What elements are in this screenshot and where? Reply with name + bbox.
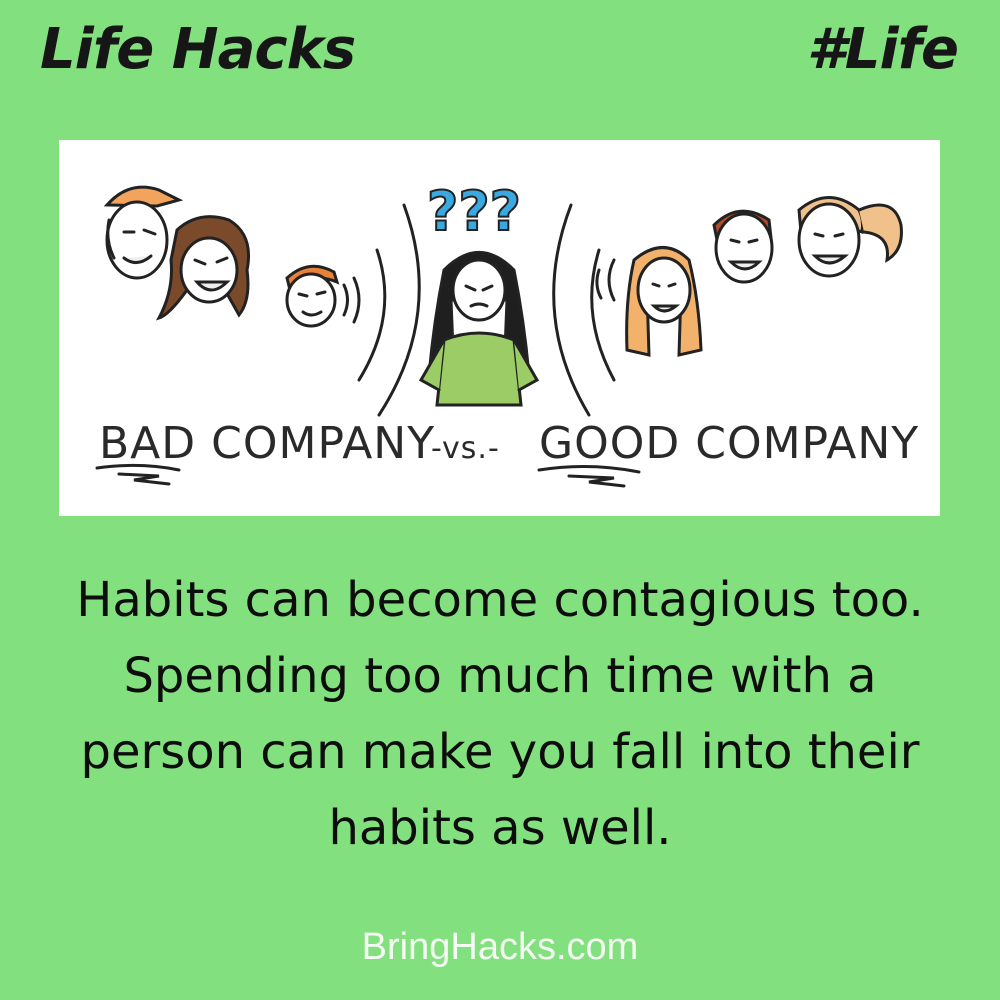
- face-orange-hair-kid: [287, 266, 359, 326]
- face-ponytail-woman: [799, 198, 901, 277]
- caption-text: Habits can become contagious too. Spending too much time with a person can make you fall into their habits as well.: [76, 572, 924, 856]
- illustration-panel: [59, 140, 940, 516]
- center-girl-covering-ears: [421, 253, 537, 406]
- page-title: Life Hacks: [40, 17, 356, 82]
- face-brown-hair-woman: [159, 217, 249, 318]
- versus-label: -vs.-: [431, 431, 500, 466]
- face-red-hair-guy: [714, 211, 772, 282]
- face-cap-guy: [107, 187, 179, 278]
- hashtag-label: #Life: [806, 17, 958, 82]
- good-company-label: GOOD COMPANY: [539, 418, 920, 469]
- face-blonde-woman: [597, 248, 701, 356]
- bad-company-label: BAD COMPANY: [99, 418, 436, 469]
- question-marks: ???: [427, 180, 521, 243]
- footer-site-link: BringHacks.com: [361, 926, 639, 968]
- bad-vs-good-company-illustration: [59, 140, 940, 516]
